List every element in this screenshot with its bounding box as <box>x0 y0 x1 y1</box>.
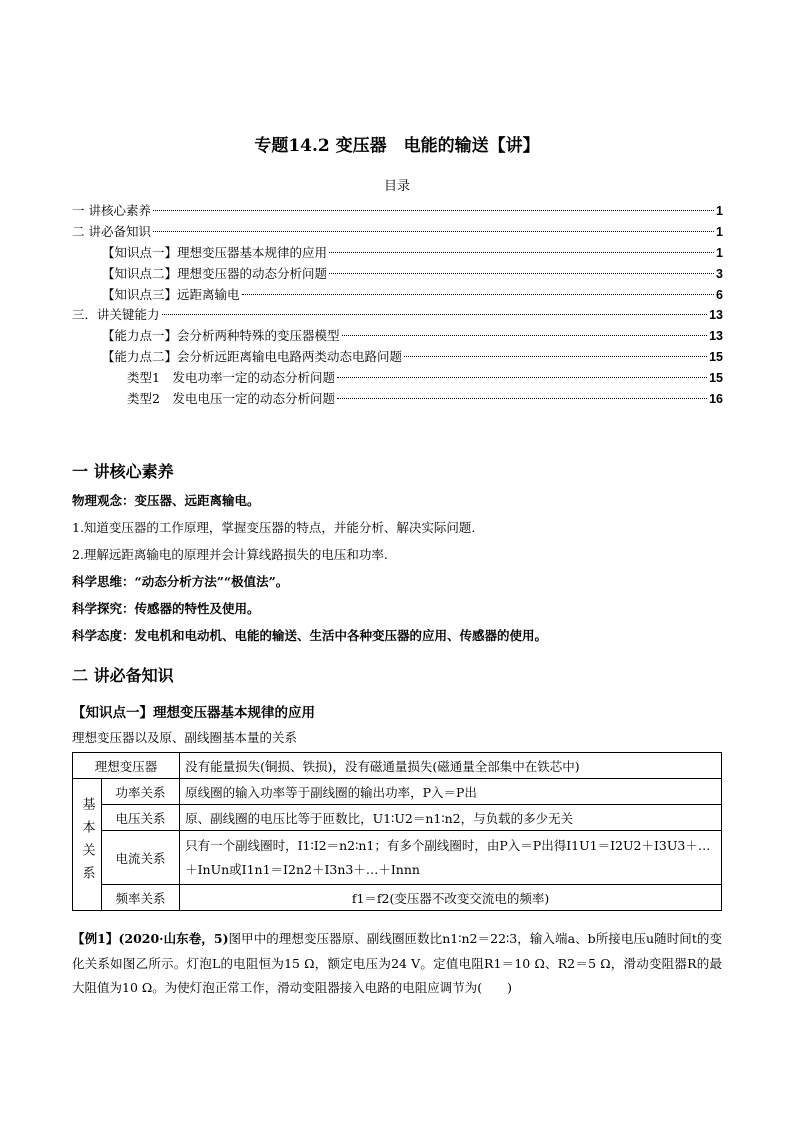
toc-heading: 目录 <box>383 179 410 194</box>
toc-entry-label: 【知识点二】理想变压器的动态分析问题 <box>102 265 328 281</box>
section-heading: 一 讲核心素养 <box>72 462 174 481</box>
toc-entry[interactable] <box>72 264 723 285</box>
table-cell-label: 功率关系 <box>102 779 180 805</box>
objective-point: 1.知道变压器的工作原理，掌握变压器的特点，并能分析、解决实际问题. <box>72 520 476 535</box>
table-cell-label: 理想变压器 <box>73 753 180 779</box>
relations-table <box>72 752 722 911</box>
example-text: 图甲中的理想变压器原、副线圈匝数比n1∶n2＝22∶3，输入端a、b所接电压u随时间t的变化关系如图乙所示。灯泡L的电阻恒为15 Ω，额定电压为24 V。定值电阻R1＝10 Ω、R2＝5 Ω，滑动变阻器R的最大阻值为10 Ω。为使灯泡正常工作，滑动变阻器接入电路的电阻应调节为( ) <box>72 931 722 995</box>
toc-entry-page: 1 <box>716 245 723 260</box>
toc-leader <box>242 294 715 295</box>
science-attitude: 科学态度：发电机和电动机、电能的输送、生活中各种变压器的应用、传感器的使用。 <box>72 628 548 643</box>
table-cell-label: 频率关系 <box>102 885 180 911</box>
toc-entry-label: 类型2 发电电压一定的动态分析问题 <box>127 391 335 407</box>
toc-entry-label: 一 讲核心素养 <box>72 203 151 218</box>
toc-entry-page: 3 <box>716 266 723 281</box>
science-inquiry: 科学探究：传感器的特性及使用。 <box>72 601 260 616</box>
toc-entry-label: 【能力点二】会分析远距离输电电路两类动态电路问题 <box>102 349 403 365</box>
toc-entry-page: 15 <box>709 350 723 365</box>
toc-entry[interactable] <box>72 347 723 368</box>
toc-entry[interactable] <box>72 222 723 243</box>
table-cell-label: 电流关系 <box>102 831 180 885</box>
table-row <box>73 779 722 805</box>
table-of-contents <box>72 201 723 410</box>
toc-leader <box>153 231 714 232</box>
table-cell: 原、副线圈的电压比等于匝数比，U1∶U2＝n1∶n2，与负载的多少无关 <box>180 805 722 831</box>
table-cell: 没有能量损失(铜损、铁损)，没有磁通量损失(磁通量全部集中在铁芯中) <box>180 753 722 779</box>
objective-point: 2.理解远距离输电的原理并会计算线路损失的电压和功率. <box>72 547 388 562</box>
toc-entry[interactable] <box>72 368 723 389</box>
toc-leader <box>329 252 714 253</box>
group-label-text: 基本关系 <box>79 797 95 889</box>
table-cell-label: 电压关系 <box>102 805 180 831</box>
table-row <box>73 753 722 779</box>
toc-entry-label: 【知识点一】理想变压器基本规律的应用 <box>102 244 328 260</box>
toc-entry[interactable] <box>72 285 723 306</box>
toc-leader <box>337 398 707 399</box>
toc-entry-label: 【知识点三】远距离输电 <box>102 286 240 302</box>
page-title: 专题14.2 变压器 电能的输送【讲】 <box>254 136 540 156</box>
table-intro: 理想变压器以及原、副线圈基本量的关系 <box>72 730 298 745</box>
toc-entry-label: 二 讲必备知识 <box>72 223 151 239</box>
knowledge-point-title: 【知识点一】理想变压器基本规律的应用 <box>72 705 315 721</box>
toc-entry-label: 【能力点一】会分析两种特殊的变压器模型 <box>102 328 340 344</box>
example-problem <box>72 927 722 1001</box>
toc-leader <box>337 377 707 378</box>
toc-entry-page: 13 <box>709 308 723 323</box>
toc-entry[interactable] <box>72 326 723 347</box>
toc-leader <box>404 356 707 357</box>
table-row <box>73 831 722 885</box>
toc-entry-page: 1 <box>716 224 723 239</box>
science-thinking: 科学思维：“动态分析方法”“极值法”。 <box>72 574 289 589</box>
toc-entry-label: 类型1 发电功率一定的动态分析问题 <box>127 370 335 386</box>
toc-leader <box>162 314 708 315</box>
toc-entry-page: 13 <box>709 329 723 344</box>
table-row <box>73 885 722 911</box>
toc-entry[interactable] <box>72 305 723 326</box>
example-lead: 【例1】(2020·山东卷，5) <box>72 931 229 946</box>
table-cell: f1＝f2(变压器不改变交流电的频率) <box>180 885 722 911</box>
table-cell: 原线圈的输入功率等于副线圈的输出功率，P入＝P出 <box>180 779 722 805</box>
table-row <box>73 805 722 831</box>
toc-entry[interactable] <box>72 389 723 410</box>
toc-entry-label: 三．讲关键能力 <box>72 307 160 323</box>
toc-leader <box>153 210 714 211</box>
toc-entry-page: 1 <box>716 204 723 218</box>
toc-leader <box>329 273 714 274</box>
toc-entry-page: 16 <box>709 392 723 407</box>
toc-leader <box>342 335 708 336</box>
toc-entry[interactable] <box>72 201 723 222</box>
physics-concept: 物理观念：变压器、远距离输电。 <box>72 493 260 508</box>
toc-entry-page: 6 <box>716 287 723 302</box>
toc-entry-page: 15 <box>709 371 723 386</box>
table-cell: 只有一个副线圈时，I1∶I2＝n2∶n1；有多个副线圈时，由P入＝P出得I1U1＝I2U2＋I3U3＋…＋InUn或I1n1＝I2n2＋I3n3＋…＋Innn <box>180 831 722 885</box>
section-heading: 二 讲必备知识 <box>72 666 174 685</box>
table-group-label <box>73 779 102 911</box>
toc-entry[interactable] <box>72 243 723 264</box>
